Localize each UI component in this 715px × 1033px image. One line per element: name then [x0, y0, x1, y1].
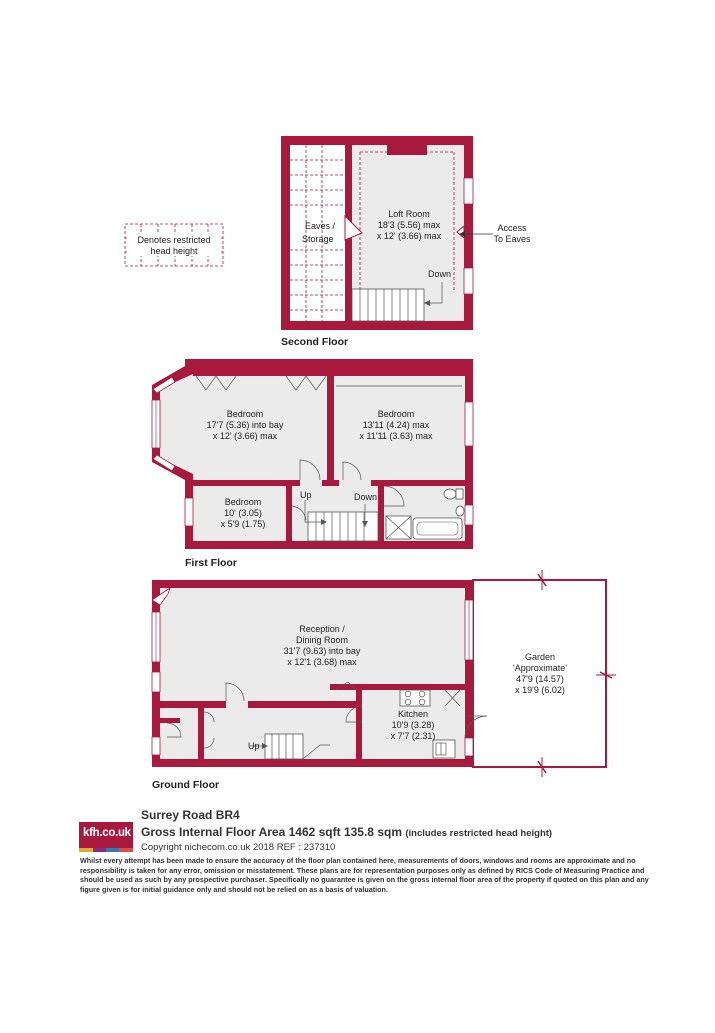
- eaves-storage-label-1: Eaves /: [305, 221, 336, 231]
- garden-size-1: 47'9 (14.57): [516, 674, 564, 684]
- bedroom2-name: Bedroom: [377, 409, 415, 419]
- restricted-height-legend: [125, 224, 223, 266]
- garden-size-2: x 19'9 (6.02): [515, 685, 565, 695]
- reception-name-2: Dining Room: [295, 635, 349, 645]
- first-down-label: Down: [354, 492, 378, 502]
- gia-note: (includes restricted head height): [405, 828, 553, 839]
- copyright: Copyright nichecom.co.uk 2018 REF : 237310: [141, 842, 336, 853]
- bedroom1-size-1: 17'7 (5.36) into bay: [206, 420, 284, 430]
- bedroom1-name: Bedroom: [226, 409, 264, 419]
- property-address: Surrey Road BR4: [141, 808, 240, 822]
- gross-internal-area: [141, 825, 552, 839]
- loft-down-label: Down: [428, 269, 452, 279]
- garden-approximate: 'Approximate': [513, 663, 567, 673]
- first-floor-plan: [152, 359, 473, 569]
- garden-name: Garden: [524, 652, 556, 662]
- bedroom3-size-1: 10' (3.05): [224, 508, 262, 518]
- bedroom3-name: Bedroom: [224, 497, 262, 507]
- ground-up-label: Up: [248, 741, 260, 751]
- loft-room-size-2: x 12' (3.66) max: [376, 231, 442, 241]
- bedroom3-size-2: x 5'9 (1.75): [220, 519, 266, 529]
- reception-size-2: x 12'1 (3.68) max: [287, 657, 357, 667]
- second-floor-title: Second Floor: [281, 336, 349, 348]
- reception-name-1: Reception /: [299, 624, 345, 634]
- logo-text: kfh.co.uk: [83, 827, 131, 839]
- ground-floor-title: Ground Floor: [152, 779, 220, 791]
- reception-size-1: 31'7 (9.63) into bay: [283, 646, 361, 656]
- bedroom1-size-2: x 12' (3.66) max: [212, 431, 278, 441]
- access-eaves-label-1: Access: [497, 223, 527, 233]
- bedroom2-size-2: x 11'11 (3.63) max: [359, 431, 433, 441]
- loft-room-size-1: 18'3 (5.56) max: [377, 220, 441, 230]
- eaves-storage-label-2: Storage: [302, 234, 334, 244]
- legend-text-2: head height: [150, 246, 198, 256]
- kitchen-name: Kitchen: [397, 709, 429, 719]
- first-up-label: Up: [300, 490, 312, 500]
- kitchen-size-2: x 7'7 (2.31): [390, 731, 436, 741]
- bedroom2-size-1: 13'11 (4.24) max: [362, 420, 430, 430]
- ground-floor-plan: [152, 570, 616, 791]
- loft-room-name: Loft Room: [388, 209, 430, 219]
- second-floor-plan: [281, 136, 531, 348]
- first-floor-title: First Floor: [185, 557, 237, 569]
- disclaimer: Whilst every attempt has been made to ensure the accuracy of the floor plan contained here, measurements of doors, windows and rooms are approximate and no responsibility is taken for any error, omission or misstatement. These plans are for representation purposes only as defined by RICS Code of Measuring Practice and should be used as such by any prospective purchaser. Specifically no guarantee is given on the gross internal floor area of the property if quoted on this plan and any figure given is for initial guidance only and should not be relied on as a basis of valuation.: [80, 856, 649, 894]
- legend-text-1: Denotes restricted: [137, 235, 211, 245]
- kitchen-size-1: 10'9 (3.28): [391, 720, 435, 730]
- gia-text: Gross Internal Floor Area 1462 sqft 135.8 sqm: [141, 825, 402, 839]
- access-eaves-label-2: To Eaves: [493, 234, 531, 244]
- kfh-logo: [79, 822, 133, 848]
